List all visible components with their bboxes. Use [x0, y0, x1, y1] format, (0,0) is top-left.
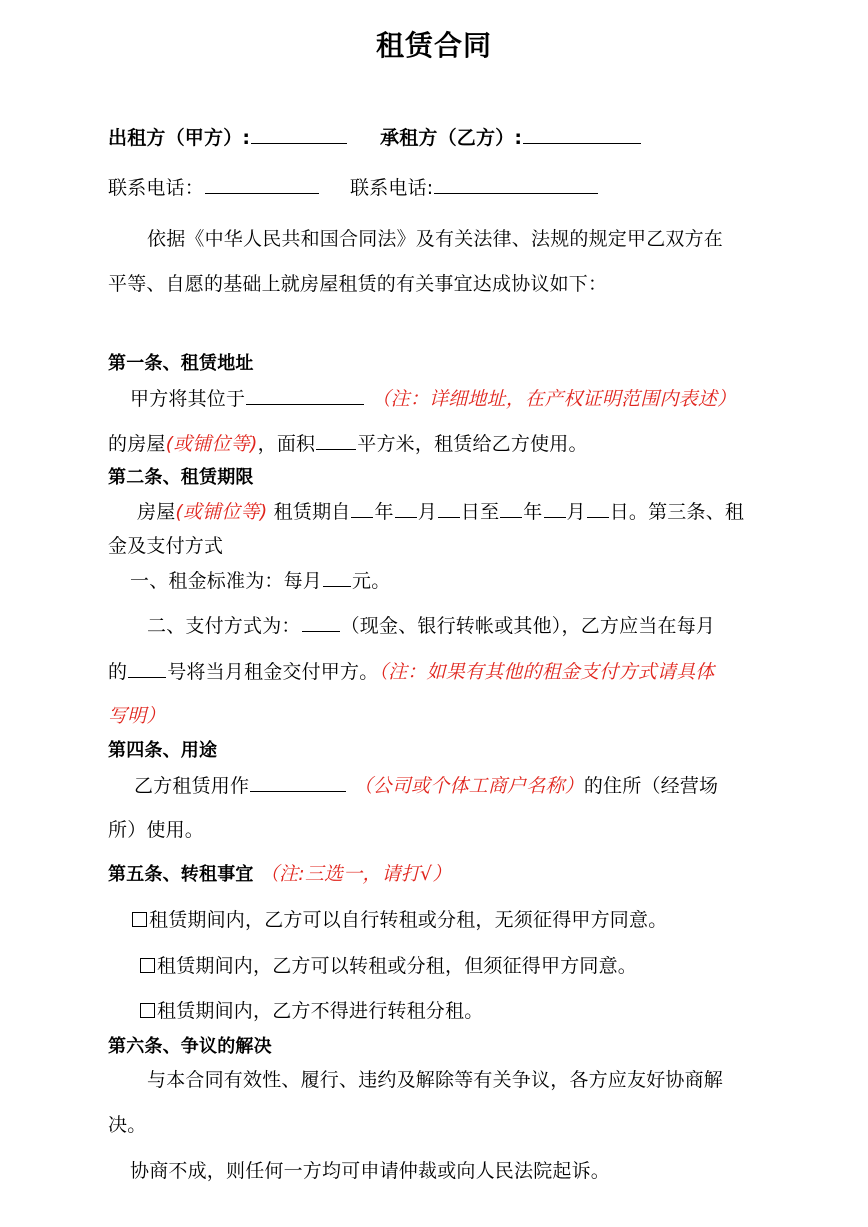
article1-note: （注：详细地址，在产权证明范围内表述）: [371, 388, 737, 410]
document-title: 租赁合同: [375, 29, 492, 62]
article1-line-2: [108, 431, 588, 456]
article2-period-text: 租赁期自: [267, 501, 351, 523]
start-year-blank: [351, 499, 373, 518]
article5-heading-line: [108, 862, 452, 887]
article3-item-1: [130, 568, 390, 593]
payment-method-blank: [302, 613, 340, 632]
article1-prefix: 甲方将其位于: [130, 388, 246, 410]
address-blank: [246, 386, 364, 405]
payment-method-text: 二、支付方式为：: [147, 615, 301, 637]
lessee-blank: [523, 125, 641, 144]
article4-line-2: 所）使用。: [108, 819, 205, 841]
lessor-line: [108, 125, 348, 150]
start-month-blank: [395, 499, 417, 518]
sublet-option-1[interactable]: [132, 908, 667, 932]
phone2-blank: [434, 175, 598, 194]
lessee-line: [380, 125, 642, 150]
start-month-label: 月: [417, 501, 437, 523]
article6-line-3: 协商不成，则任何一方均可申请仲裁或向人民法院起诉。: [130, 1160, 611, 1182]
end-year-blank: [500, 499, 522, 518]
rent-unit-text: 元。: [352, 570, 391, 592]
rent-blank: [323, 568, 351, 587]
sublet-option-3[interactable]: [140, 999, 483, 1023]
sublet-option-3-text: 租赁期间内，乙方不得进行转租分租。: [157, 1000, 484, 1022]
area-blank: [316, 431, 356, 450]
article2-line-1: [137, 499, 744, 524]
phone2-line: [350, 175, 599, 200]
end-day-label: 日。第三条、租: [609, 501, 745, 523]
article2-line-2: 金及支付方式: [108, 535, 224, 557]
article1-line-1: [130, 386, 736, 411]
article6-line-1: 与本合同有效性、履行、违约及解除等有关争议，各方应友好协商解: [147, 1069, 724, 1091]
sublet-option-1-checkbox[interactable]: [132, 912, 147, 927]
article1-house-text: 的房屋: [108, 433, 166, 455]
end-day-blank: [587, 499, 609, 518]
sublet-option-1-text: 租赁期间内，乙方可以自行转租或分租，无须征得甲方同意。: [149, 909, 668, 931]
article1-heading: 第一条、租赁地址: [108, 353, 254, 374]
lessee-label: 承租方（乙方）:: [380, 127, 523, 149]
start-day-blank: [438, 499, 460, 518]
sublet-option-2-text: 租赁期间内，乙方可以转租或分租，但须征得甲方同意。: [157, 955, 638, 977]
article4-line-1: [134, 773, 718, 798]
article5-heading: 第五条、转租事宜: [108, 864, 254, 885]
article5-note: （注:三选一，请打√）: [259, 863, 452, 885]
article2-heading: 第二条、租赁期限: [108, 467, 254, 488]
article3-item-2: [147, 613, 715, 638]
payment-day-blank: [128, 659, 166, 678]
phone2-label: 联系电话:: [350, 177, 434, 199]
end-month-blank: [544, 499, 566, 518]
usage-note: （公司或个体工商户名称）: [353, 775, 584, 797]
lessor-label: 出租方（甲方）:: [108, 127, 251, 149]
usage-text: 乙方租赁用作: [134, 775, 250, 797]
intro-line-2: 平等、自愿的基础上就房屋租赁的有关事宜达成协议如下：: [108, 273, 608, 295]
article2-stall-note: (或铺位等): [175, 501, 268, 523]
article1-sqm-text: 平方米，租赁给乙方使用。: [357, 433, 588, 455]
phone1-label: 联系电话：: [108, 177, 205, 199]
sublet-option-3-checkbox[interactable]: [140, 1003, 155, 1018]
article6-line-2: 决。: [108, 1114, 147, 1136]
sublet-option-2-checkbox[interactable]: [140, 958, 155, 973]
usage-blank: [250, 773, 346, 792]
payment-day-text: 号将当月租金交付甲方。: [167, 661, 379, 683]
start-year-label: 年: [374, 501, 394, 523]
article2-house-text: 房屋: [137, 501, 176, 523]
payment-options-text: （现金、银行转帐或其他），乙方应当在每月: [340, 615, 716, 637]
article3-item-2-line-2: [108, 659, 715, 684]
payment-note-end: 写明）: [108, 705, 166, 727]
phone1-line: [108, 175, 320, 200]
rent-standard-text: 一、租金标准为：每月: [130, 570, 323, 592]
sublet-option-2[interactable]: [140, 954, 637, 978]
end-month-label: 月: [566, 501, 586, 523]
article4-heading: 第四条、用途: [108, 740, 218, 761]
usage-residence-text: 的住所（经营场: [583, 775, 719, 797]
phone1-blank: [205, 175, 319, 194]
article1-stall-note: (或铺位等): [165, 433, 258, 455]
payment-day-prefix: 的: [108, 661, 128, 683]
end-year-label: 年: [523, 501, 543, 523]
article6-heading: 第六条、争议的解决: [108, 1036, 272, 1057]
article1-area-text: ，面积: [257, 433, 316, 455]
lessor-blank: [251, 125, 347, 144]
intro-line-1: 依据《中华人民共和国合同法》及有关法律、法规的规定甲乙双方在: [147, 228, 724, 250]
start-day-label: 日至: [460, 501, 500, 523]
payment-note: （注：如果有其他的租金支付方式请具体: [378, 661, 715, 683]
